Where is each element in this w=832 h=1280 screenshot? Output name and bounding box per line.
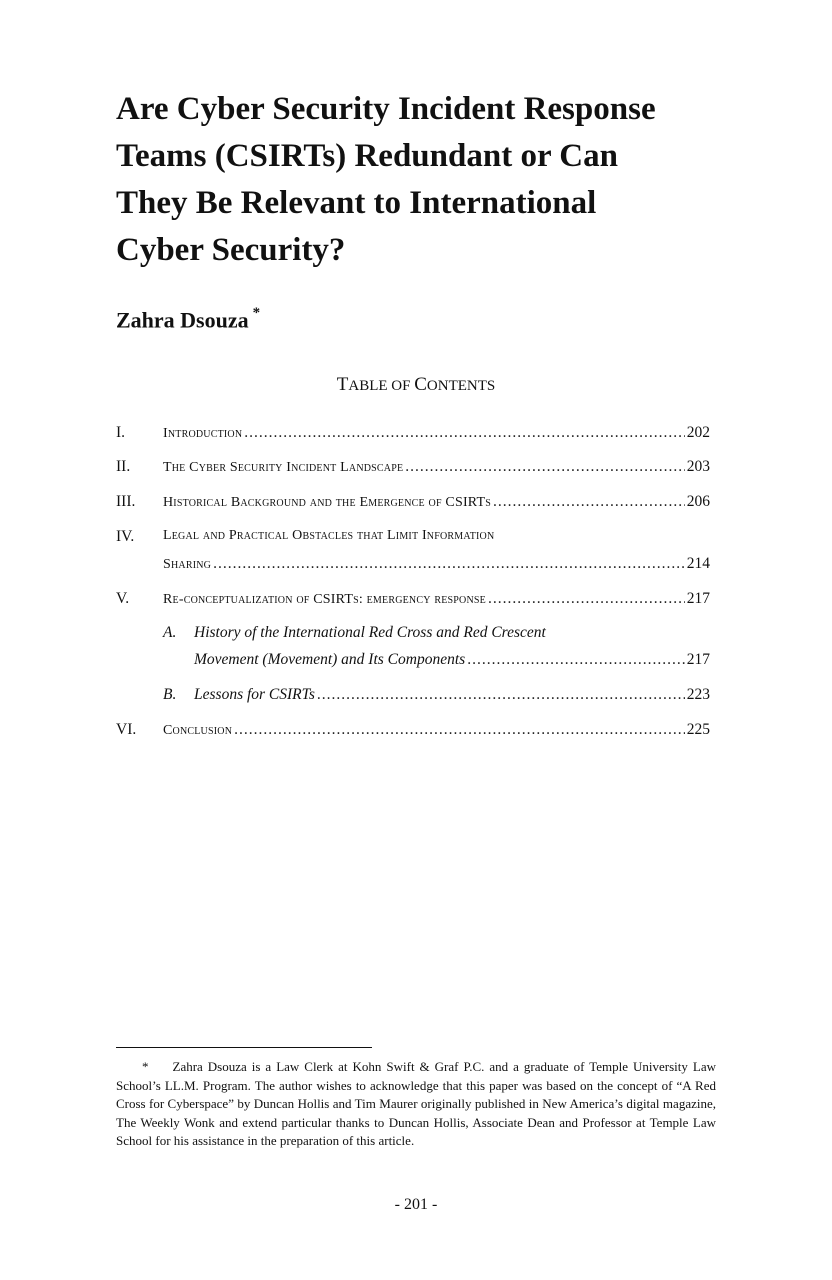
toc-entry-title: The Cyber Security Incident Landscape [163, 460, 404, 475]
author-name: Zahra Dsouza [116, 307, 249, 333]
toc-leader-dots [488, 590, 685, 608]
toc-entry-page: 223 [686, 686, 710, 703]
toc-entry-title: Lessons for CSIRTs [194, 686, 315, 703]
footnote-text: Zahra Dsouza is a Law Clerk at Kohn Swift & Graf P.C. and a graduate of Temple University Law School’s LL.M. Program. The author wishes to acknowledge that this paper was based on the concept of “A Red Cross for Cyberspace” by Duncan Hollis and Tim Maurer originally published in New America’s digital magazine, The Weekly Wonk and extend particular thanks to Duncan Hollis, Associate Dean and Professor at Temple Law School for his assistance in the preparation of this article. [116, 1059, 716, 1148]
toc-entry-number: I. [116, 424, 126, 441]
toc-entry-number: B. [163, 686, 177, 703]
footnote-mark: * [142, 1059, 149, 1074]
toc-entry-title-line2: Sharing [163, 557, 212, 572]
toc-leader-dots [405, 458, 684, 476]
toc-heading: TABLE OF CONTENTS [336, 374, 496, 395]
toc-entry-number: VI. [116, 721, 137, 738]
toc-leader-dots [213, 555, 685, 573]
toc-entry-title: Introduction [163, 426, 243, 441]
toc-entry-title: Re-conceptualization of CSIRTs: emergency response [163, 592, 486, 607]
toc-leader-dots [493, 493, 685, 511]
toc-leader-dots [317, 686, 685, 704]
toc-leader-dots [234, 721, 685, 739]
author-footnote [116, 1058, 716, 1151]
toc-entry-title-line1: History of the International Red Cross and Red Crescent [194, 624, 546, 641]
toc-entry-number: II. [116, 458, 131, 475]
toc-entry-number: A. [163, 624, 177, 641]
toc-entry-title-line2: Movement (Movement) and Its Components [194, 651, 466, 668]
title-line: Teams (CSIRTs) Redundant or Can [116, 138, 618, 174]
toc-entry-page: 214 [686, 555, 710, 572]
toc-leader-dots [244, 424, 684, 442]
toc-entry-number: V. [116, 590, 130, 607]
toc-entry-title: Conclusion [163, 723, 233, 738]
title-line: Cyber Security? [116, 232, 346, 268]
toc-entry-number: III. [116, 493, 136, 510]
toc-entry-title: Historical Background and the Emergence of CSIRTs [163, 495, 492, 510]
footnote-divider [116, 1047, 372, 1048]
toc-entry-title-line1: Legal and Practical Obstacles that Limit Information [163, 528, 495, 543]
author-byline [116, 307, 260, 333]
title-line: Are Cyber Security Incident Response [116, 91, 656, 127]
toc-entry-page: 217 [686, 590, 710, 607]
title-line: They Be Relevant to International [116, 185, 597, 221]
toc-entry-page: 206 [686, 493, 710, 510]
article-title [116, 86, 736, 274]
page-number: - 201 - [394, 1196, 438, 1213]
toc-entry-page: 225 [686, 721, 710, 738]
toc-entry-page: 203 [686, 458, 710, 475]
toc-entry-number: IV. [116, 528, 135, 545]
toc-leader-dots [467, 651, 685, 669]
toc-entry-page: 202 [686, 424, 710, 441]
author-footnote-mark[interactable]: * [252, 305, 261, 321]
toc-entry-page: 217 [686, 651, 710, 668]
